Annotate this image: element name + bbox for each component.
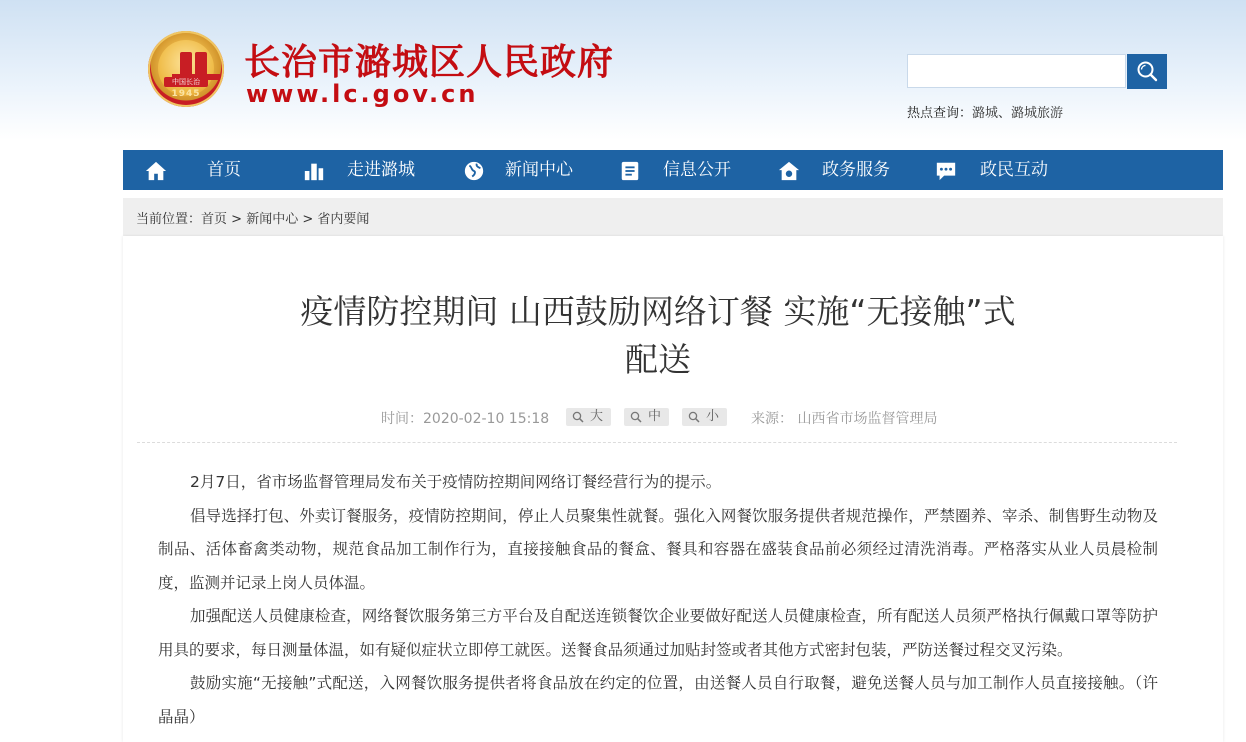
chat-icon — [935, 160, 957, 182]
site-logo[interactable] — [148, 31, 224, 107]
breadcrumb — [123, 198, 1223, 236]
breadcrumb-prefix: 当前位置： — [136, 212, 202, 227]
nav-label-about: 走进潞城 — [347, 160, 415, 180]
main-nav — [123, 150, 1223, 190]
home-icon — [145, 160, 167, 182]
search-button[interactable] — [1127, 54, 1167, 89]
zoom-icon — [572, 411, 584, 423]
hot-search-label: 热点查询： — [907, 106, 973, 121]
nav-item-interaction[interactable] — [935, 150, 1095, 190]
article-panel — [123, 236, 1223, 742]
article-title-line-2: 配送 — [625, 340, 691, 379]
site-header — [0, 0, 1246, 150]
nav-item-about[interactable] — [301, 150, 451, 190]
breadcrumb-link-home[interactable]: 首页 — [201, 212, 228, 227]
logo-tower-right — [195, 52, 207, 76]
search-input[interactable] — [907, 54, 1126, 88]
breadcrumb-separator: > — [227, 212, 247, 227]
service-icon — [778, 160, 800, 182]
nav-label-interaction: 政民互动 — [980, 160, 1048, 180]
nav-label-home: 首页 — [207, 160, 241, 180]
article-paragraph: 倡导选择打包、外卖订餐服务，疫情防控期间，停止人员聚集性就餐。强化入网餐饮服务提供者规范操作，严禁圈养、宰杀、制售野生动物及制品、活体畜禽类动物，规范食品加工制作行为，直接接触食品的餐盒、餐具和容器在盛装食品前必须经过清洗消毒。严格落实从业人员晨检制度，监测并记录上岗人员体温。 — [158, 506, 1158, 592]
nav-label-info: 信息公开 — [663, 160, 731, 180]
logo-emblem — [158, 40, 214, 96]
article-meta — [123, 408, 1223, 428]
document-icon — [619, 160, 641, 182]
source-label: 来源： — [751, 411, 793, 427]
meta-divider — [137, 442, 1177, 443]
site-url[interactable]: www.lc.gov.cn — [246, 80, 479, 108]
logo-tower-left — [180, 52, 192, 76]
breadcrumb-separator: > — [298, 212, 318, 227]
nav-label-service: 政务服务 — [822, 160, 890, 180]
nav-label-news: 新闻中心 — [505, 160, 573, 180]
article-source — [751, 408, 937, 428]
nav-item-home[interactable] — [143, 150, 293, 190]
article-body — [158, 466, 1158, 734]
article-time — [381, 408, 549, 428]
hot-search — [907, 102, 1063, 121]
article-title-line-1: 疫情防控期间 山西鼓励网络订餐 实施“无接触”式 — [300, 292, 1016, 331]
nav-item-info[interactable] — [619, 150, 769, 190]
font-size-large-button[interactable] — [566, 408, 611, 426]
font-size-large-label: 大 — [590, 409, 604, 424]
breadcrumb-link-province[interactable]: 省内要闻 — [317, 212, 370, 227]
breadcrumb-link-news[interactable]: 新闻中心 — [246, 212, 299, 227]
logo-band-text: 中国长治 — [172, 78, 200, 86]
article-paragraph: 鼓励实施“无接触”式配送，入网餐饮服务提供者将食品放在约定的位置，由送餐人员自行取餐，避免送餐人员与加工制作人员直接接触。（许晶晶） — [158, 674, 1158, 726]
site-title[interactable]: 长治市潞城区人民政府 — [244, 42, 615, 83]
time-label: 时间： — [381, 411, 423, 427]
source-value: 山西省市场监督管理局 — [797, 411, 938, 427]
article-paragraph: 2月7日，省市场监督管理局发布关于疫情防控期间网络订餐经营行为的提示。 — [190, 473, 722, 491]
font-size-medium-button[interactable] — [624, 408, 669, 426]
font-size-medium-label: 中 — [648, 409, 662, 424]
zoom-icon — [630, 411, 642, 423]
time-value: 2020-02-10 15:18 — [423, 411, 550, 427]
nav-item-news[interactable] — [461, 150, 611, 190]
font-size-small-button[interactable] — [682, 408, 727, 426]
search-icon — [1136, 60, 1158, 82]
globe-icon — [463, 160, 485, 182]
font-size-small-label: 小 — [706, 409, 720, 424]
article-paragraph: 加强配送人员健康检查，网络餐饮服务第三方平台及自配送连锁餐饮企业要做好配送人员健康检查，所有配送人员须严格执行佩戴口罩等防护用具的要求，每日测量体温，如有疑似症状立即停工就医。送餐食品须通过加贴封签或者其他方式密封包装，严防送餐过程交叉污染。 — [158, 607, 1158, 659]
zoom-icon — [688, 411, 700, 423]
hot-search-link-0[interactable]: 潞城 — [972, 106, 999, 121]
city-icon — [303, 160, 325, 182]
article-title — [193, 288, 1123, 384]
hot-search-link-1[interactable]: 潞城旅游 — [1011, 106, 1064, 121]
hot-search-separator: 、 — [998, 106, 1012, 121]
nav-item-service[interactable] — [778, 150, 928, 190]
logo-year: 1945 — [171, 89, 201, 99]
